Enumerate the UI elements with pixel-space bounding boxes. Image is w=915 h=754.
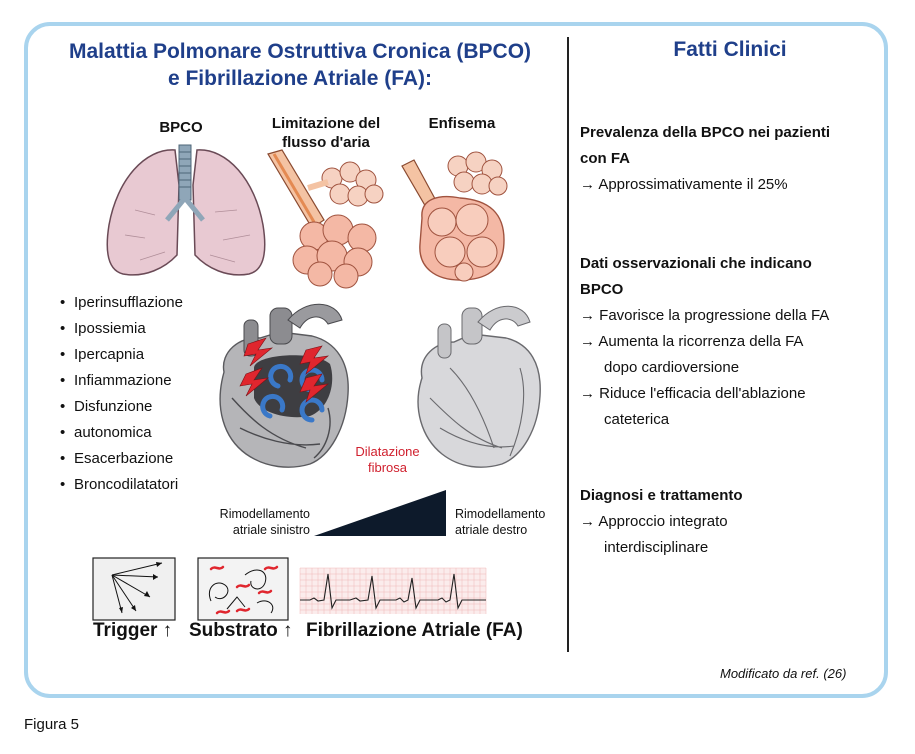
section-heading-line-1: Prevalenza della BPCO nei pazienti — [580, 124, 831, 141]
fact-item: → Aumenta la ricorrenza della FA — [580, 333, 804, 350]
section-heading-line-1: Dati osservazionali che indicano — [580, 255, 812, 272]
fact-item-continuation: interdisciplinare — [604, 539, 709, 556]
trigger-label: Trigger ↑ — [93, 620, 173, 641]
list-item: • Ipossiemia — [58, 316, 183, 342]
lungs-illustration — [105, 140, 270, 285]
airflow-label-line-2: flusso d'aria — [282, 134, 370, 151]
dilatation-line-2: fibrosa — [367, 460, 408, 475]
list-item-continuation-text: autonomica — [74, 424, 152, 441]
atrial-fibrillation-label: Fibrillazione Atriale (FA) — [306, 620, 523, 641]
facts-section-diagnosis — [580, 483, 880, 561]
fact-item: → Approssimativamente il 25% — [580, 176, 788, 193]
dilatation-line-1: Dilatazione — [355, 444, 420, 459]
list-item-continuation — [58, 420, 183, 446]
clinical-facts-title: Fatti Clinici — [673, 38, 787, 61]
airflow-limitation-label — [258, 114, 394, 152]
heart-outline-illustration — [410, 298, 550, 468]
list-item: • Iperinsufflazione — [58, 290, 183, 316]
right-atrial-remodeling-label — [455, 506, 565, 538]
list-item: • Ipercapnia — [58, 342, 183, 368]
diagram-title — [40, 38, 560, 92]
list-item: • Disfunzione — [58, 394, 183, 420]
figure-label: Figura 5 — [24, 716, 80, 733]
remodeled-heart-illustration — [210, 298, 360, 468]
bpco-factor-list — [58, 290, 183, 498]
title-line-2: e Fibrillazione Atriale (FA): — [167, 67, 433, 90]
trigger-panel — [92, 557, 176, 621]
bpco-label: BPCO — [159, 119, 203, 136]
facts-section-observational — [580, 251, 880, 433]
substrate-panel — [197, 557, 289, 621]
title-line-1: Malattia Polmonare Ostruttiva Cronica (BPCO) — [68, 40, 532, 63]
airflow-limitation-illustration — [262, 148, 402, 288]
emphysema-label: Enfisema — [428, 115, 496, 132]
left-remodeling-line-1: Rimodellamento — [219, 507, 310, 521]
facts-section-prevalence — [580, 120, 880, 198]
fact-item: → Favorisce la progressione della FA — [580, 307, 830, 324]
fact-item: → Approccio integrato — [580, 513, 728, 530]
ecg-strip — [300, 568, 486, 614]
fact-item: → Riduce l'efficacia dell'ablazione — [580, 385, 806, 402]
fact-item-continuation: dopo cardioversione — [604, 359, 740, 376]
left-remodeling-line-2: atriale sinistro — [232, 523, 310, 537]
emphysema-illustration — [400, 148, 520, 288]
section-heading: Diagnosi e trattamento — [580, 487, 743, 504]
fact-item-continuation: cateterica — [604, 411, 670, 428]
source-note: Modificato da ref. (26) — [720, 666, 847, 681]
section-heading-line-2: BPCO — [580, 281, 624, 298]
column-divider — [567, 37, 569, 652]
left-atrial-remodeling-label — [170, 506, 310, 538]
list-item: • Esacerbazione — [58, 446, 183, 472]
list-item: • Infiammazione — [58, 368, 183, 394]
remodeling-gradient-wedge — [314, 488, 448, 538]
right-remodeling-line-2: atriale destro — [455, 523, 528, 537]
airflow-label-line-1: Limitazione del — [271, 115, 381, 132]
substrate-label: Substrato ↑ — [189, 620, 293, 641]
right-remodeling-line-1: Rimodellamento — [455, 507, 546, 521]
list-item: • Broncodilatatori — [58, 472, 183, 498]
section-heading-line-2: con FA — [580, 150, 631, 167]
